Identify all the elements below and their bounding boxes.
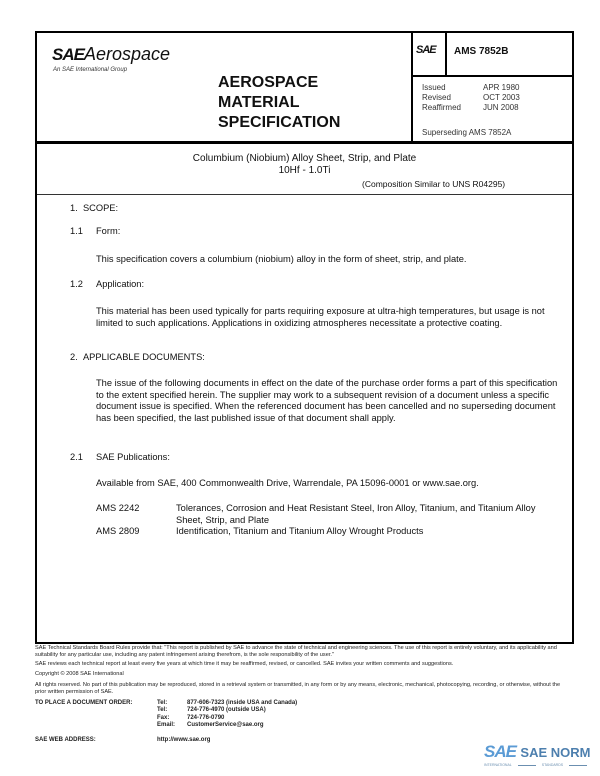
- contact-row: Tel: 724-776-4970 (outside USA): [157, 707, 266, 714]
- spec-subtitle: 10Hf - 1.0Ti: [278, 165, 331, 176]
- sae-norm-subtitle: INTERNATIONAL STANDARDS: [484, 763, 587, 767]
- contact-row: Fax: 724-776-0790: [157, 714, 225, 721]
- sae-badge: SAE: [416, 44, 436, 56]
- date-row-issued: Issued APR 1980: [422, 83, 520, 92]
- sae-norm-mark-icon: SAE: [484, 742, 516, 761]
- contact-row: Email: CustomerService@sae.org: [157, 722, 264, 729]
- contact-row: Tel: 877-606-7323 (inside USA and Canada): [157, 700, 298, 706]
- section-2-heading: 2. APPLICABLE DOCUMENTS:: [70, 352, 205, 362]
- date-row-reaffirmed: Reaffirmed JUN 2008: [422, 103, 519, 112]
- reference-item: AMS 2809 Identification, Titanium and Titanium Alloy Wrought Products: [96, 526, 424, 537]
- contact-list: [157, 700, 297, 730]
- reference-item: AMS 2242 Tolerances, Corrosion and Heat Resistant Steel, Iron Alloy, Titanium, and Titanium Alloy Sheet, Strip, and Plate: [96, 503, 536, 525]
- section-2-1-heading: 2.1 SAE Publications:: [70, 452, 170, 462]
- web-label: SAE WEB ADDRESS:: [35, 737, 96, 743]
- footer-rights: All rights reserved. No part of this publication may be reproduced, stored in a retrieval system or transmitted, in any form or by any means, electronic, mechanical, photocopying, recording, or otherwise, without the prior written permission of SAE.: [35, 682, 561, 695]
- logo-tagline: An SAE International Group: [53, 67, 128, 73]
- aerospace-logo-text: Aerospace: [83, 44, 171, 64]
- doc-type-line: MATERIAL: [218, 94, 300, 111]
- order-label: TO PLACE A DOCUMENT ORDER:: [35, 700, 133, 706]
- section-1-1-text: This specification covers a columbium (niobium) alloy in the form of sheet, strip, and plate.: [96, 254, 467, 264]
- title-divider: [37, 194, 572, 195]
- spec-title: Columbium (Niobium) Alloy Sheet, Strip, and Plate: [192, 153, 417, 164]
- docnum-divider: [411, 75, 572, 77]
- composition-note: (Composition Similar to UNS R04295): [362, 179, 506, 189]
- email-link[interactable]: CustomerService@sae.org: [187, 722, 264, 729]
- badge-divider: [445, 31, 447, 76]
- header-divider: [35, 141, 574, 144]
- date-row-revised: Revised OCT 2003: [422, 93, 520, 102]
- section-1-2-text: This material has been used typically for parts requiring exposure at ultra-high temperatures, but usage is not limited to such applications. Applications in oxidizing atmospheres necessitate a protective coating.: [96, 306, 545, 328]
- doc-type-line: SPECIFICATION: [218, 114, 341, 131]
- section-1-heading: 1. SCOPE:: [70, 203, 119, 213]
- divider-line: [518, 765, 536, 767]
- reference-list: [96, 503, 556, 538]
- divider-line: [569, 765, 587, 767]
- section-1-1-heading: 1.1 Form:: [70, 226, 121, 236]
- sae-logo-mark: SAE: [52, 45, 84, 64]
- sae-norm-logo: [484, 742, 590, 762]
- section-2-1-text: Available from SAE, 400 Commonwealth Drive, Warrendale, PA 15096-0001 or www.sae.org.: [96, 478, 479, 488]
- section-1-2-heading: 1.2 Application:: [70, 279, 145, 289]
- header-vertical-divider: [411, 31, 413, 142]
- web-link[interactable]: http://www.sae.org: [157, 737, 211, 743]
- sae-aerospace-logo: [52, 44, 170, 65]
- doc-type-title: [218, 73, 340, 133]
- doc-type-line: AEROSPACE: [218, 74, 319, 91]
- footer-review: SAE reviews each technical report at least every five years at which time it may be reaffirmed, revised, or cancelled. SAE invites your written comments and suggestions.: [35, 661, 454, 667]
- doc-number: AMS 7852B: [454, 46, 509, 57]
- supersedes-note: Superseding AMS 7852A: [422, 128, 512, 137]
- sae-norm-text: SAE NORM: [520, 745, 591, 760]
- footer-rules: SAE Technical Standards Board Rules provide that: "This report is published by SAE to advance the state of technical and engineering sciences. The use of this report is entirely voluntary, and its applicability and suitability for any particular use, including any patent infringement arising therefrom, is the sole responsibility of the user.": [35, 645, 557, 658]
- date-block: [422, 83, 520, 113]
- section-2-text: The issue of the following documents in effect on the date of the purchase order forms a part of this specification to the extent specified herein. The supplier may work to a subsequent revision of a document unless a specific document issue is specified. When the referenced document has been cancelled and no superseding document has been specified, the last published issue of that document shall apply.: [96, 378, 558, 423]
- footer-copyright: Copyright © 2008 SAE International: [35, 671, 124, 677]
